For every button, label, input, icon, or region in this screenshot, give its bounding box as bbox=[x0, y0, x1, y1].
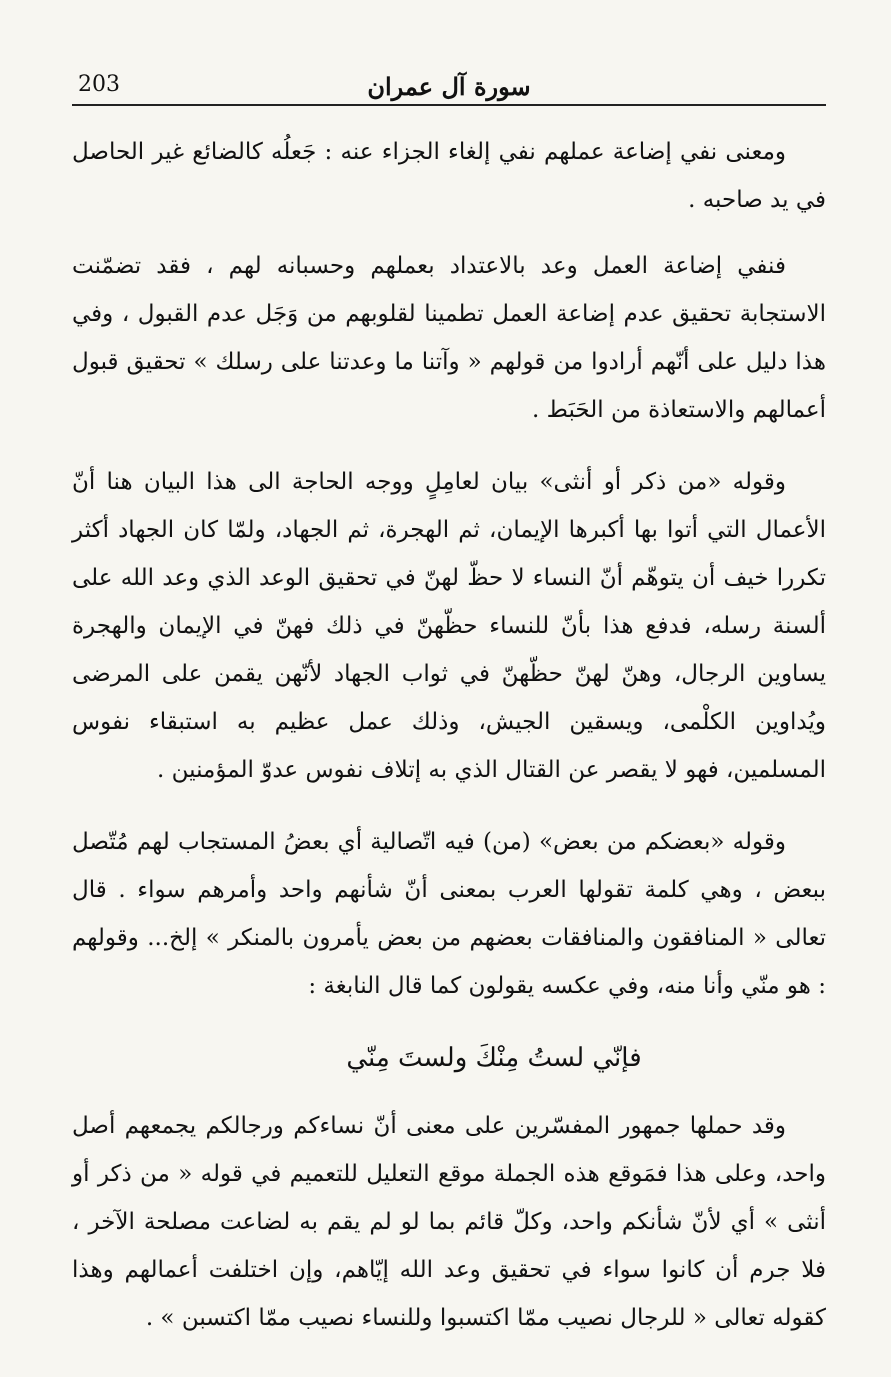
surah-title: سورة آل عمران bbox=[367, 72, 531, 101]
paragraph: وقد حملها جمهور المفسّرين على معنى أنّ نساءكم ورجالكم يجمعهم أصل واحد، وعلى هذا فمَوقع هذه الجملة موقع التعليل للتعميم في قوله « من ذكر أو أنثى » أي لأنّ شأنكم واحد، وكلّ قائم بما لو لم يقم به لضاعت مصلحة الآخر ، فلا جرم أن كانوا سواء في تحقيق وعد الله إيّاهم، وإن اختلفت أعمالهم وهذا كقوله تعالى « للرجال نصيب ممّا اكتسبوا وللنساء نصيب ممّا اكتسبن » . bbox=[72, 1113, 826, 1331]
paragraph: ومعنى نفي إضاعة عملهم نفي إلغاء الجزاء عنه : جَعلُه كالضائع غير الحاصل في يد صاحبه . bbox=[72, 139, 826, 213]
page-number: 203 bbox=[78, 72, 120, 97]
page-header bbox=[72, 62, 826, 106]
paragraph: وقوله «من ذكر أو أنثى» بيان لعامِلٍ ووجه الحاجة الى هذا البيان هنا أنّ الأعمال التي أتوا بها أكبرها الإيمان، ثم الهجرة، ثم الجهاد، ولمّا كان الجهاد أكثر تكررا خيف أن يتوهّم أنّ النساء لا حظّ لهنّ في تحقيق الوعد الذي وعد الله على ألسنة رسله، فدفع هذا بأنّ للنساء حظّهنّ في ذلك فهنّ في الإيمان والهجرة يساوين الرجال، وهنّ لهنّ حظّهنّ في ثواب الجهاد لأنّهن يقمن على المرضى ويُداوين الكلْمى، ويسقين الجيش، وذلك عمل عظيم به استبقاء نفوس المسلمين، فهو لا يقصر عن القتال الذي به إتلاف نفوس عدوّ المؤمنين . bbox=[72, 469, 826, 783]
page-body bbox=[72, 128, 826, 1366]
paragraph: فنفي إضاعة العمل وعد بالاعتداد بعملهم وحسبانه لهم ، فقد تضمّنت الاستجابة تحقيق عدم إضاعة العمل تطمينا لقلوبهم من وَجَل عدم القبول ، وفي هذا دليل على أنّهم أرادوا من قولهم « وآتنا ما وعدتنا على رسلك » تحقيق قبول أعمالهم والاستعاذة من الحَبَط . bbox=[72, 253, 826, 423]
poetry-verse: فإنّي لستُ مِنْكَ ولستَ مِنّي bbox=[346, 1043, 642, 1073]
paragraph: وقوله «بعضكم من بعض» (من) فيه اتّصالية أي بعضُ المستجاب لهم مُتّصل ببعض ، وهي كلمة تقولها العرب بمعنى أنّ شأنهم واحد وأمرهم سواء . قال تعالى « المنافقون والمنافقات بعضهم من بعض يأمرون بالمنكر » إلخ... وقولهم : هو منّي وأنا منه، وفي عكسه يقولون كما قال النابغة : bbox=[72, 829, 826, 999]
header-divider bbox=[72, 104, 826, 106]
